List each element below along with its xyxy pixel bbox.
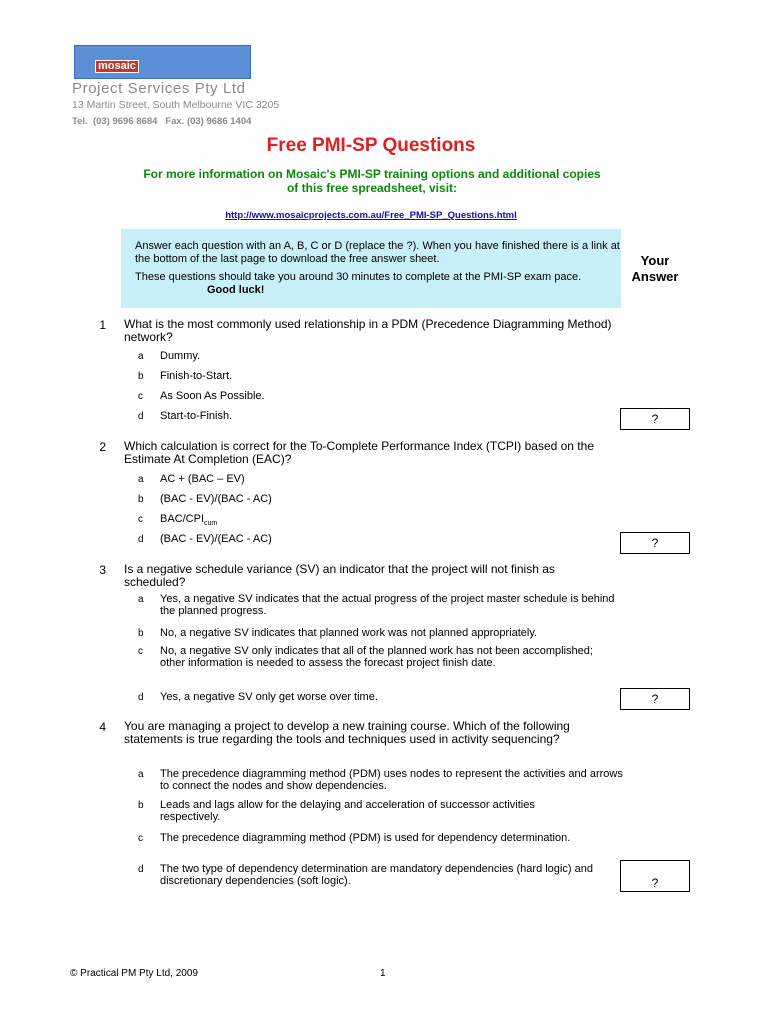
answer-input[interactable]: ? xyxy=(620,860,690,892)
option-text: The precedence diagramming method (PDM) is used for dependency determination. xyxy=(160,832,571,844)
page-number: 1 xyxy=(380,968,386,979)
option-text: No, a negative SV only indicates that all of the planned work has not been accomplished; other information is needed to assess the forecast project finish date. xyxy=(160,645,593,669)
option-text: Leads and lags allow for the delaying and acceleration of successor activities respectively. xyxy=(160,799,535,823)
company-name: Project Services Pty Ltd xyxy=(72,80,246,97)
company-address: 13 Martin Street, South Melbourne VIC 3205 xyxy=(72,99,280,111)
option-letter: d xyxy=(138,534,144,545)
question-number: 3 xyxy=(99,563,106,577)
question-text: You are managing a project to develop a new training course. Which of the following statements is true regarding the tools and techniques used in activity sequencing? xyxy=(124,719,570,746)
option-letter: c xyxy=(138,646,143,657)
answer-input[interactable]: ? xyxy=(620,688,690,710)
answer-input[interactable]: ? xyxy=(620,532,690,554)
option-letter: b xyxy=(138,628,144,639)
info-line-2: of this free spreadsheet, visit: xyxy=(286,181,458,195)
question-text: Is a negative schedule variance (SV) an indicator that the project will not finish as scheduled? xyxy=(124,562,555,589)
answer-header-line-2: Answer xyxy=(631,269,679,284)
option-text: Finish-to-Start. xyxy=(160,370,233,382)
option-text xyxy=(160,513,625,530)
option-text: (BAC - EV)/(EAC - AC) xyxy=(160,533,272,545)
option-letter: b xyxy=(138,800,144,811)
option-letter: d xyxy=(138,411,144,422)
info-text xyxy=(120,167,624,195)
option-letter: a xyxy=(138,769,144,780)
option-text: (BAC - EV)/(BAC - AC) xyxy=(160,493,272,505)
info-line-1: For more information on Mosaic's PMI-SP training options and additional copies xyxy=(143,167,601,181)
website-link[interactable]: http://www.mosaicprojects.com.au/Free_PMI-SP_Questions.html xyxy=(225,210,517,221)
option-letter: d xyxy=(138,692,144,703)
company-contact: Tel. (03) 9696 8684 Fax. (03) 9686 1404 xyxy=(72,116,252,127)
instructions-line-1: Answer each question with an A, B, C or D (replace the ?). When you have finished there is a link at the bottom of the last page to download the free answer sheet. xyxy=(135,240,620,265)
option-letter: c xyxy=(138,833,143,844)
question-number: 2 xyxy=(99,440,106,454)
option-letter: b xyxy=(138,371,144,382)
option-text: AC + (BAC – EV) xyxy=(160,473,245,485)
option-text: As Soon As Possible. xyxy=(160,390,265,402)
option-letter: c xyxy=(138,514,143,525)
option-text-main: BAC/CPI xyxy=(160,513,205,525)
good-luck-text: Good luck! xyxy=(207,284,265,296)
option-text: The precedence diagramming method (PDM) uses nodes to represent the activities and arrows to connect the nodes and show dependencies. xyxy=(160,768,623,792)
question-number: 1 xyxy=(99,318,106,332)
answer-header-line-1: Your xyxy=(640,253,670,268)
option-text: Yes, a negative SV only get worse over time. xyxy=(160,691,378,703)
option-letter: c xyxy=(138,391,143,402)
option-text: Start-to-Finish. xyxy=(160,410,233,422)
option-text: No, a negative SV indicates that planned work was not planned appropriately. xyxy=(160,627,538,639)
company-logo xyxy=(74,45,251,79)
footer-copyright: © Practical PM Pty Ltd, 2009 xyxy=(70,968,198,979)
question-text: Which calculation is correct for the To-Complete Performance Index (TCPI) based on the Estimate At Completion (EAC)? xyxy=(124,439,594,466)
page-title: Free PMI-SP Questions xyxy=(266,135,476,156)
logo-text: mosaic xyxy=(95,60,139,73)
instructions-box xyxy=(121,229,621,308)
option-letter: d xyxy=(138,864,144,875)
instructions-line-2: These questions should take you around 30 minutes to complete at the PMI-SP exam pace. xyxy=(135,271,582,283)
option-text: Yes, a negative SV indicates that the actual progress of the project master schedule is behind the planned progress. xyxy=(160,593,615,617)
answer-input[interactable]: ? xyxy=(620,408,690,430)
option-letter: b xyxy=(138,494,144,505)
option-subscript: cum xyxy=(204,520,218,528)
option-letter: a xyxy=(138,594,144,605)
option-letter: a xyxy=(138,351,144,362)
question-text: What is the most commonly used relationship in a PDM (Precedence Diagramming Method) network? xyxy=(124,317,612,344)
answer-column-header xyxy=(622,253,688,285)
option-letter: a xyxy=(138,474,144,485)
option-text: The two type of dependency determination are mandatory dependencies (hard logic) and discretionary dependencies (soft logic). xyxy=(160,863,593,887)
option-text: Dummy. xyxy=(160,350,201,362)
question-number: 4 xyxy=(99,720,106,734)
